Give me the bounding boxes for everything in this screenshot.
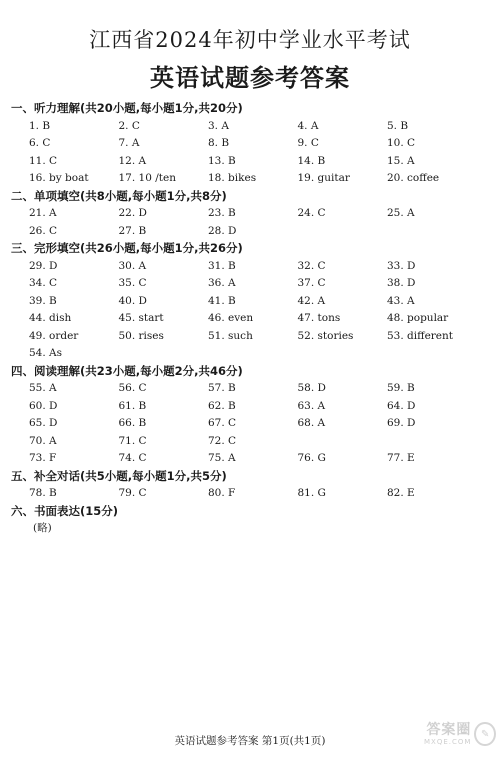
watermark-logo	[424, 719, 496, 749]
page-footer: 英语试题参考答案 第1页(共1页)	[174, 735, 326, 747]
section-header: 六、书面表达(15分)	[11, 503, 119, 518]
answer-item: 43. A	[387, 294, 415, 307]
answer-item: 79. C	[118, 487, 147, 499]
answer-item: 51. such	[208, 329, 253, 342]
answer-item: 39. B	[29, 294, 57, 307]
section-header: 五、补全对话(共5小题,每小题1分,共5分)	[11, 468, 227, 483]
section-header: 一、听力理解(共20小题,每小题1分,共20分)	[11, 101, 243, 115]
answer-item: 18. bikes	[208, 172, 257, 184]
answer-row	[11, 433, 496, 451]
answer-item: 56. C	[118, 382, 147, 394]
answer-item: 25. A	[387, 207, 415, 219]
answer-row	[11, 170, 496, 188]
answer-row	[11, 345, 496, 363]
answer-item: 23. B	[208, 207, 236, 219]
answer-item: 32. C	[297, 259, 326, 272]
answer-item: 13. B	[208, 154, 236, 167]
answer-item: 6. C	[29, 137, 51, 149]
answer-item: 21. A	[29, 207, 57, 219]
answer-item: 64. D	[387, 399, 416, 412]
answer-item: 66. B	[118, 417, 147, 429]
answer-item: 70. A	[29, 434, 57, 447]
answer-item: 52. stories	[297, 329, 354, 342]
section-header: 二、单项填空(共8小题,每小题1分,共8分)	[11, 188, 227, 203]
doc-title: 江西省2024年初中学业水平考试	[89, 28, 411, 52]
answer-item: 80. F	[208, 487, 236, 499]
answer-item: 15. A	[387, 154, 415, 167]
watermark-main-text: 答案圈	[426, 721, 472, 738]
answer-item: 69. D	[387, 417, 416, 429]
answer-item: 40. D	[118, 294, 147, 307]
answer-row	[11, 398, 496, 416]
answer-item: 81. G	[297, 487, 326, 499]
section-header: 三、完形填空(共26小题,每小题1分,共26分)	[11, 241, 243, 255]
answer-item: 74. C	[118, 452, 147, 464]
answer-item: 2. C	[118, 119, 140, 132]
answer-item: 1. B	[29, 119, 51, 132]
answer-item: 36. A	[208, 277, 236, 289]
answer-item: 73. F	[29, 452, 57, 464]
answer-item: 67. C	[208, 417, 237, 429]
doc-subtitle: 英语试题参考答案	[150, 63, 350, 92]
answer-item: 48. popular	[387, 312, 449, 324]
answer-item: 71. C	[118, 434, 147, 447]
answer-item: 77. E	[387, 452, 415, 464]
answer-item: 37. C	[297, 277, 326, 289]
answer-item: 42. A	[297, 294, 326, 307]
answer-item: 78. B	[29, 487, 57, 499]
answer-item: 30. A	[118, 259, 147, 272]
answer-row	[11, 258, 496, 276]
answer-row	[11, 118, 496, 136]
answer-item: 60. D	[29, 399, 58, 412]
answer-item: 19. guitar	[297, 172, 350, 184]
answer-item: 4. A	[297, 119, 319, 132]
answer-item: 27. B	[118, 224, 147, 237]
answer-item: 68. A	[297, 417, 326, 429]
answer-item: 49. order	[29, 329, 79, 342]
answer-item: 55. A	[29, 382, 57, 394]
answer-item: 7. A	[118, 137, 140, 149]
answer-item: 59. B	[387, 382, 415, 394]
answer-item: 33. D	[387, 259, 416, 272]
answer-item: 17. 10 /ten	[118, 172, 176, 184]
answer-item: 12. A	[118, 154, 147, 167]
answer-item: 22. D	[118, 207, 147, 219]
answer-item: 46. even	[208, 312, 254, 324]
circle-logo-icon: ✎	[474, 722, 496, 746]
answer-row	[11, 205, 496, 223]
answer-row	[11, 310, 496, 328]
answer-item: 76. G	[297, 452, 326, 464]
answer-item: 29. D	[29, 259, 58, 272]
answer-row	[11, 223, 496, 241]
answer-row	[11, 293, 496, 311]
answer-row	[11, 380, 496, 398]
answer-row	[11, 135, 496, 153]
answer-row	[11, 485, 496, 503]
answer-item: 8. B	[208, 137, 230, 149]
answer-item: 44. dish	[29, 312, 72, 324]
watermark-sub-text: MXQE.COM	[424, 737, 472, 746]
answer-item: 53. different	[387, 329, 454, 342]
answer-item: 34. C	[29, 277, 58, 289]
answer-item: 5. B	[387, 119, 409, 132]
answer-item: 14. B	[297, 154, 326, 167]
answer-row	[11, 328, 496, 346]
answer-item: 28. D	[208, 224, 237, 237]
answer-item: 20. coffee	[387, 172, 440, 184]
answer-item: 31. B	[208, 259, 236, 272]
answer-item: 54. As	[29, 347, 63, 359]
answer-item: 9. C	[297, 137, 319, 149]
answer-row	[11, 450, 496, 468]
answer-item: 62. B	[208, 399, 236, 412]
answer-item: 65. D	[29, 417, 58, 429]
answer-item: 45. start	[118, 312, 164, 324]
answer-item: 50. rises	[118, 329, 164, 342]
answer-item: 11. C	[29, 154, 58, 167]
answer-item: 10. C	[387, 137, 416, 149]
answer-item: 24. C	[297, 207, 326, 219]
answer-item: 35. C	[118, 277, 147, 289]
answer-row	[11, 153, 496, 171]
answer-item: 26. C	[29, 224, 58, 237]
answer-content	[11, 100, 496, 538]
answer-item: 57. B	[208, 382, 236, 394]
answer-item: 16. by boat	[29, 172, 89, 184]
answer-row	[11, 275, 496, 293]
section-note: (略)	[33, 522, 52, 534]
answer-item: 47. tons	[297, 312, 341, 324]
answer-item: 63. A	[297, 399, 326, 412]
answer-item: 75. A	[208, 452, 236, 464]
answer-item: 3. A	[208, 119, 229, 132]
answer-row	[11, 415, 496, 433]
answer-item: 61. B	[118, 399, 147, 412]
answer-item: 58. D	[297, 382, 326, 394]
answer-item: 41. B	[208, 294, 236, 307]
answer-item: 38. D	[387, 277, 416, 289]
answer-item: 82. E	[387, 487, 415, 499]
section-header: 四、阅读理解(共23小题,每小题2分,共46分)	[11, 363, 243, 378]
answer-item: 72. C	[208, 434, 237, 447]
